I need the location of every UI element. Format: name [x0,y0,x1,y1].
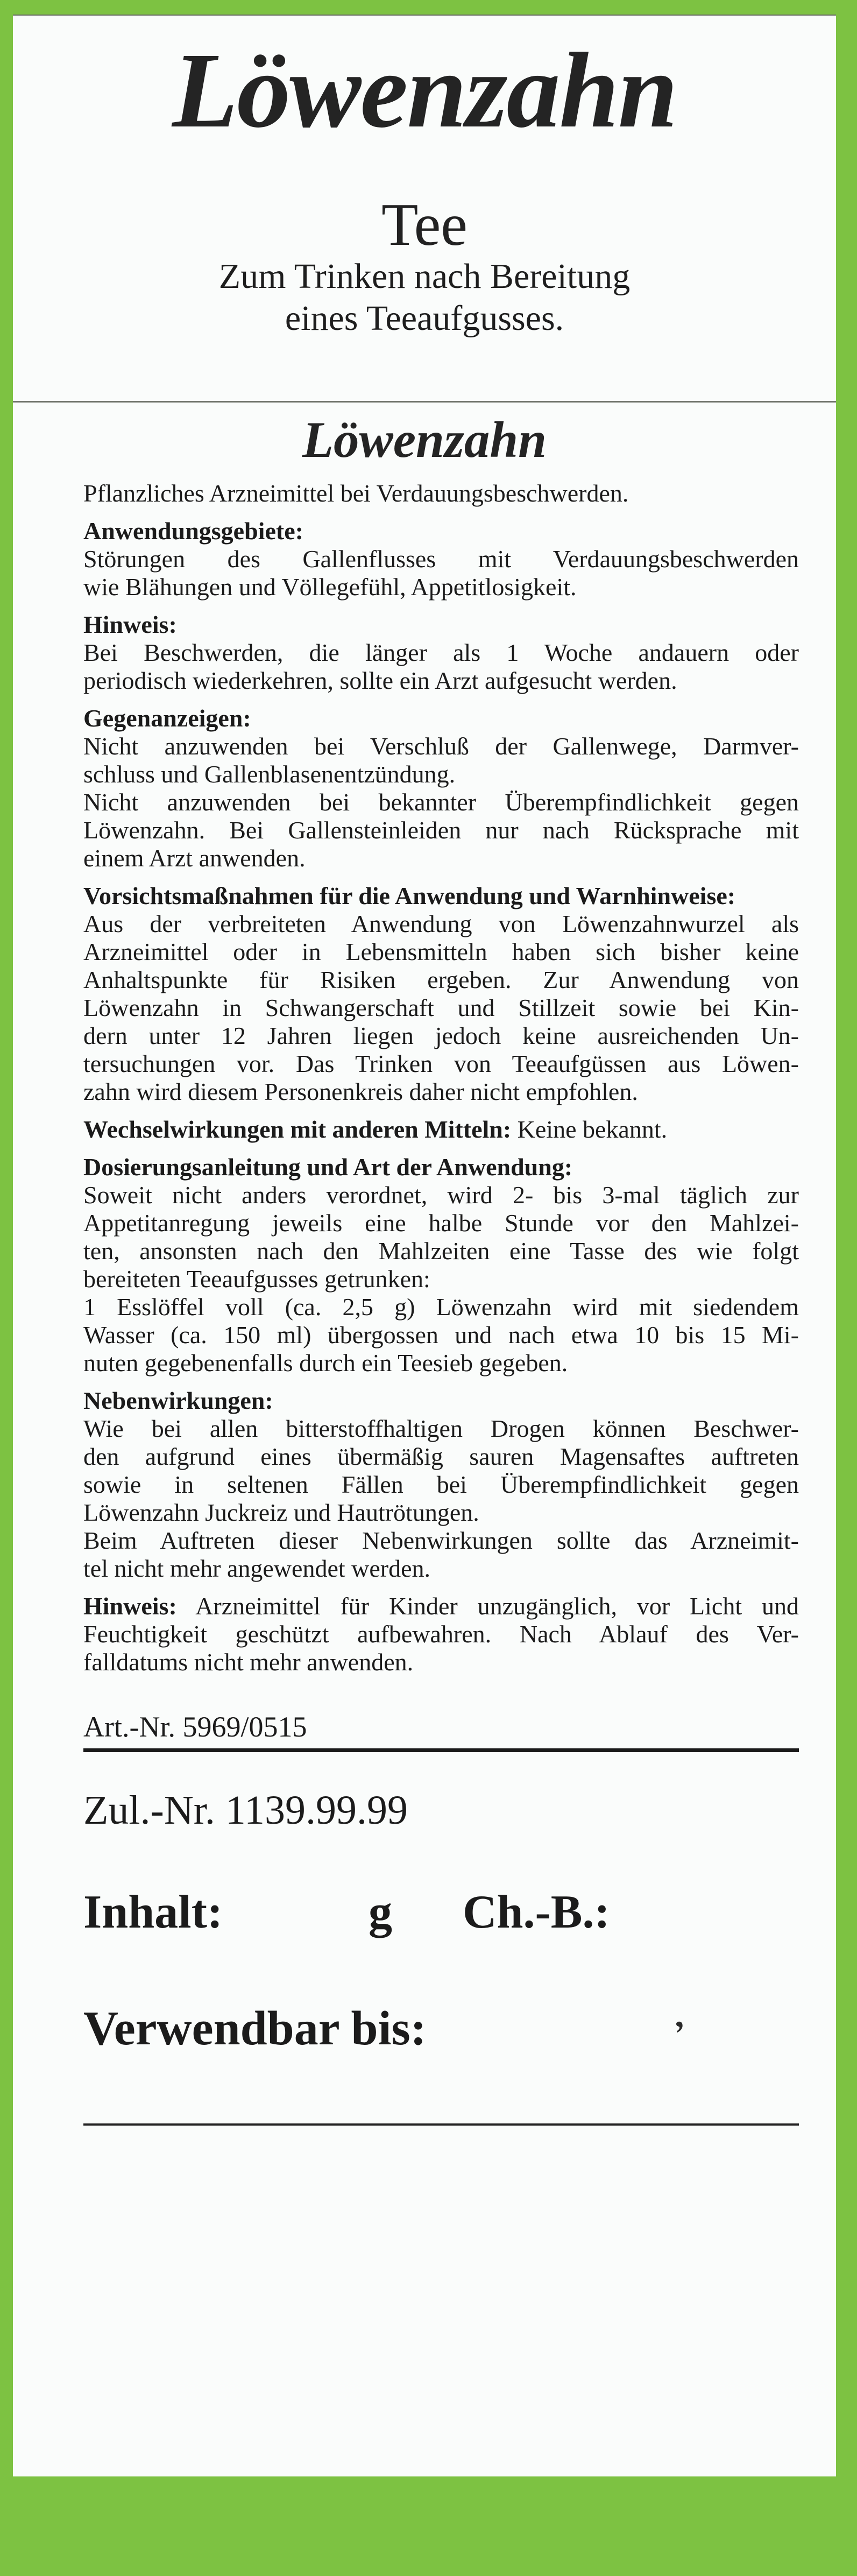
text-line: Bei Beschwerden, die länger als 1 Woche andauern oder [83,639,799,666]
text-line: periodisch wiederkehren, sollte ein Arzt aufgesucht werden. [83,667,677,694]
ink-smudge-mark: ’ [671,2013,691,2053]
paragraph [83,1527,799,1583]
inline-bold-label: Wechselwirkungen mit anderen Mitteln: [83,1116,512,1143]
content-weight-row [83,1887,799,1938]
text-line: Störungen des Gallenflusses mit Verdauungsbeschwerden [83,545,799,573]
usage-subtitle [13,256,836,340]
paragraph [83,788,799,872]
text-line: Wie bei allen bitterstoffhaltigen Drogen können Beschwer- [83,1415,799,1442]
approval-number: Zul.-Nr. 1139.99.99 [83,1788,408,1833]
paragraph [83,1415,799,1527]
text-line: wie Blähungen und Völlegefühl, Appetitlosigkeit. [83,573,577,601]
info-panel-title: Löwenzahn [302,411,547,468]
text-line: Hinweis: Arzneimittel für Kinder unzugänglich, vor Licht und [83,1592,799,1620]
text-line: Anhaltspunkte für Risiken ergeben. Zur Anwendung von [83,966,799,993]
paragraph [83,910,799,1106]
inline-bold-label: Hinweis: [83,1592,177,1620]
text-line: Beim Auftreten dieser Nebenwirkungen sollte das Arzneimit- [83,1527,799,1554]
text-line: tersuchungen vor. Das Trinken von Teeaufgüssen aus Löwen- [83,1050,799,1077]
text-line: Feuchtigkeit geschützt aufbewahren. Nach Ablauf des Ver- [83,1620,799,1648]
text-line: einem Arzt anwenden. [83,844,306,872]
separator-rule-thick [83,1748,799,1752]
text-line: Soweit nicht anders verordnet, wird 2- bis 3-mal täglich zur [83,1181,799,1209]
paragraph [83,1592,799,1676]
usage-subtitle-line2: eines Teeaufgusses. [285,299,564,338]
paragraph [83,639,799,695]
separator-rule-thin [83,2123,799,2126]
info-label-panel [13,403,836,2476]
batch-number-label: Ch.-B.: [463,1886,610,1938]
brand-title: Löwenzahn [172,31,677,150]
text-line: Löwenzahn. Bei Gallensteinleiden nur nach Rücksprache mit [83,816,799,844]
unit-gram-label: g [369,1886,392,1938]
section-heading: Hinweis: [83,611,177,638]
leaflet-body-text [83,479,799,1676]
text-line: Wechselwirkungen mit anderen Mitteln: Keine bekannt. [83,1116,668,1143]
section-heading: Nebenwirkungen: [83,1387,273,1414]
text-line: Nicht anzuwenden bei Verschluß der Gallenwege, Darmver- [83,732,799,760]
text-line: zahn wird diesem Personenkreis daher nicht empfohlen. [83,1078,638,1105]
section-heading: Dosierungsanleitung und Art der Anwendung: [83,1153,573,1181]
section-heading: Gegenanzeigen: [83,704,251,732]
product-type: Tee [381,192,468,258]
usage-subtitle-line1: Zum Trinken nach Bereitung [218,257,631,296]
expiry-row [83,2002,799,2056]
text-line: sowie in seltenen Fällen bei Überempfindlichkeit gegen [83,1471,799,1498]
text-line: Aus der verbreiteten Anwendung von Löwenzahnwurzel als [83,910,799,937]
text-line: bereiteten Teeaufgusses getrunken: [83,1265,430,1293]
text-line: ten, ansonsten nach den Mahlzeiten eine Tasse des wie folgt [83,1237,799,1265]
section-heading: Anwendungsgebiete: [83,517,303,545]
info-panel-content [83,479,799,2126]
article-number: Art.-Nr. 5969/0515 [83,1711,307,1743]
text-line: den aufgrund eines übermäßig sauren Magensaftes auftreten [83,1443,799,1470]
text-line: Arzneimittel oder in Lebensmitteln haben sich bisher keine [83,938,799,965]
text-line: 1 Esslöffel voll (ca. 2,5 g) Löwenzahn wird mit siedendem [83,1293,799,1321]
front-label-panel [13,15,836,403]
paragraph [83,1293,799,1377]
paragraph [83,1181,799,1293]
text-line: Pflanzliches Arzneimittel bei Verdauungsbeschwerden. [83,479,629,507]
text-line: Appetitanregung jeweils eine halbe Stunde vor den Mahlzei- [83,1209,799,1237]
text-line: Wasser (ca. 150 ml) übergossen und nach etwa 10 bis 15 Mi- [83,1321,799,1349]
paragraph [83,545,799,601]
expiry-label: Verwendbar bis: [83,2002,427,2055]
text-line: tel nicht mehr angewendet werden. [83,1555,431,1582]
text-line: dern unter 12 Jahren liegen jedoch keine ausreichenden Un- [83,1022,799,1049]
paragraph [83,479,799,507]
paragraph [83,732,799,788]
text-line: nuten gegebenenfalls durch ein Teesieb gegeben. [83,1349,568,1377]
text-line: falldatums nicht mehr anwenden. [83,1648,414,1676]
text-line: Löwenzahn in Schwangerschaft und Stillzeit sowie bei Kin- [83,994,799,1021]
text-line: schluss und Gallenblasenentzündung. [83,760,456,788]
text-line: Löwenzahn Juckreiz und Hautrötungen. [83,1499,479,1526]
paragraph [83,1116,799,1144]
text-line: Nicht anzuwenden bei bekannter Überempfindlichkeit gegen [83,788,799,816]
section-heading: Vorsichtsmaßnahmen für die Anwendung und Warnhinweise: [83,882,736,909]
content-label: Inhalt: [83,1886,223,1938]
